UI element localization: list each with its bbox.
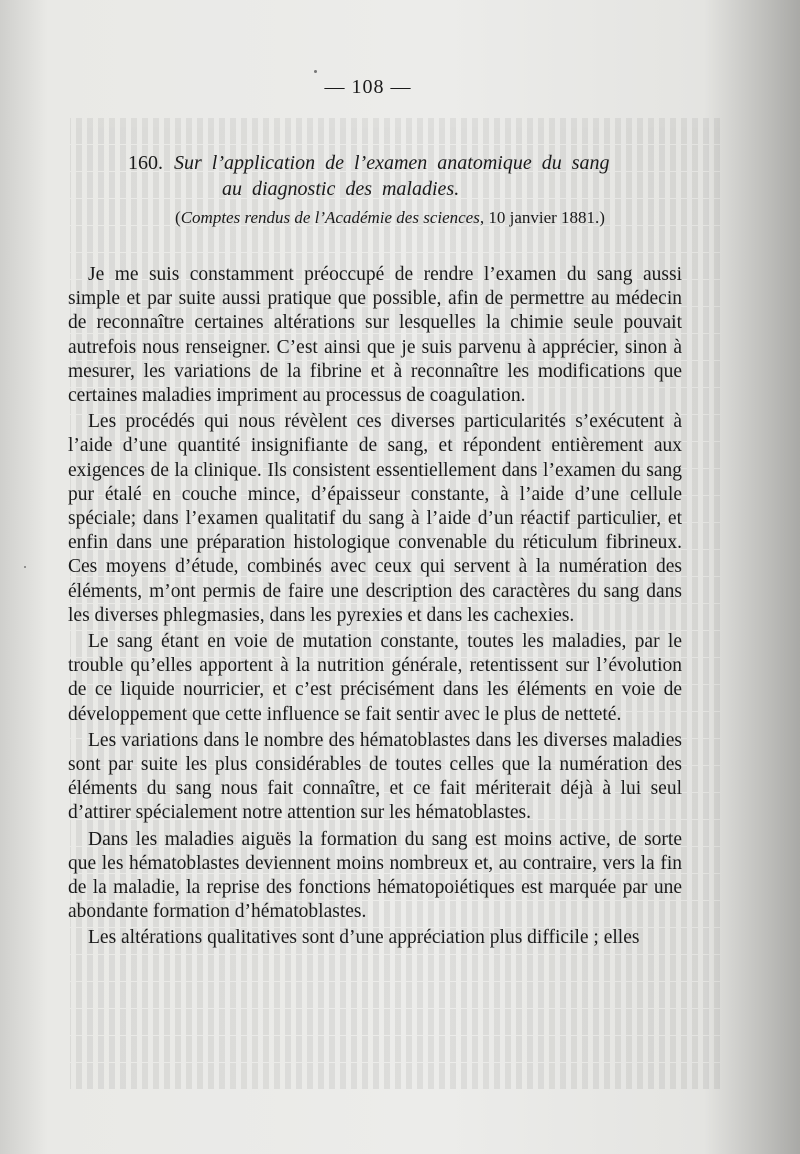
source-open: (	[175, 208, 181, 227]
paragraph: Je me suis constamment préoccupé de rendre l’examen du sang aussi simple et par suite aussi pratique que possible, afin de permettre au médecin de reconnaître certaines altérations sur lesquelles la chimie seule pouvait autrefois nous renseigner. C’est ainsi que je suis parvenu à apprécier, sinon à mesurer, les variations de la fibrine et à reconnaître les modifications que certaines maladies impriment au processus de coagulation.	[68, 264, 682, 407]
page-number: — 108 —	[324, 76, 412, 98]
source-citation	[80, 208, 700, 228]
ink-speck	[314, 70, 317, 73]
item-number: 160.	[128, 152, 163, 174]
paragraph: Les variations dans le nombre des hématoblastes dans les diverses maladies sont par suite les plus considérables de toutes celles que la numération des éléments du sang nous fait connaître, et ce fait mériterait déjà à lui seul d’attirer spécialement notre attention sur les hématoblastes.	[68, 729, 682, 824]
title-line-2: au diagnostic des maladies.	[222, 178, 460, 200]
body-text	[68, 263, 682, 951]
paragraph: Dans les maladies aiguës la formation du sang est moins active, de sorte que les hématoblastes deviennent moins nombreux et, au contraire, vers la fin de la maladie, la reprise des fonctions hématopoiétiques est marquée par une abondante formation d’hématoblastes.	[68, 828, 682, 923]
paragraph: Les procédés qui nous révèlent ces diverses particularités s’exécutent à l’aide d’une quantité insignifiante de sang, et répondent entièrement aux exigences de la clinique. Ils consistent essentiellement dans l’examen du sang pur étalé en couche mince, d’épaisseur constante, à l’aide d’une cellule spéciale; dans l’examen qualitatif du sang à l’aide d’un réactif particulier, et enfin dans une préparation histologique convenable du réticulum fibrineux. Ces moyens d’étude, combinés avec ceux qui servent à la numération des éléments, m’ont permis de faire une description des caractères du sang dans les diverses phlegmasies, dans les pyrexies et dans les cachexies.	[68, 411, 682, 626]
section-heading	[80, 150, 700, 202]
paragraph: Les altérations qualitatives sont d’une appréciation plus difficile ; elles	[88, 927, 640, 949]
ink-speck	[24, 566, 26, 568]
paragraph: Le sang étant en voie de mutation constante, toutes les maladies, par le trouble qu’elles apportent à la nutrition générale, retentissent sur l’évolution de ce liquide nourricier, et c’est précisément dans les éléments en voie de développement que cette influence se fait sentir avec le plus de netteté.	[68, 631, 682, 725]
heading-line-1	[80, 150, 700, 176]
source-date: , 10 janvier 1881.)	[479, 208, 605, 227]
source-journal: Comptes rendus de l’Académie des sciences	[180, 208, 480, 227]
title-line-1: Sur l’application de l’examen anatomique du sang	[174, 152, 610, 174]
